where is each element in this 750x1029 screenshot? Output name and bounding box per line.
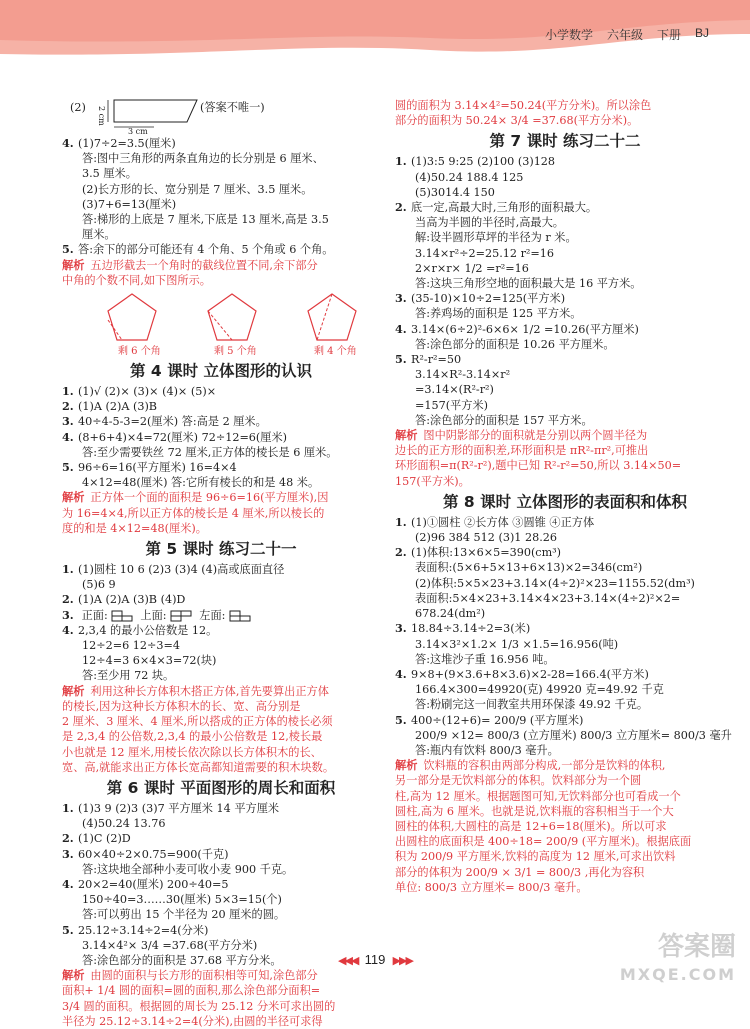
text-line: =157(平方米) bbox=[415, 398, 489, 412]
text-line: (1)圆柱 10 6 (2)3 (3)4 (4)高或底面直径 bbox=[78, 563, 285, 577]
text-line: 400÷(12+6)= 200/9 (平方厘米) bbox=[411, 713, 584, 727]
text-line: 25.12÷3.14÷2=4(分米) bbox=[78, 923, 209, 937]
header-grade: 六年级 bbox=[607, 28, 644, 42]
analysis-text: 利用这种长方体积木搭正方体,首先要算出正方体 bbox=[90, 684, 329, 698]
analysis-text: 由圆的面积与长方形的面积相等可知,涂色部分 bbox=[90, 969, 318, 983]
prev-arrows-icon: ◀◀◀ bbox=[338, 955, 358, 967]
text-line: (5)6 9 bbox=[82, 578, 116, 592]
header-subject: 小学数学 bbox=[545, 28, 594, 42]
text-line: (1)7÷2=3.5(厘米) bbox=[78, 137, 176, 150]
next-arrows-icon: ▶▶▶ bbox=[392, 955, 412, 967]
text-line: 厘米。 bbox=[82, 228, 116, 242]
header-info bbox=[545, 26, 750, 43]
text-line: 2×r×r× 1/2 =r²=16 bbox=[415, 261, 529, 275]
analysis-label: 解析 bbox=[62, 257, 85, 272]
section-title-6: 第 6 课时 平面图形的周长和面积 bbox=[106, 778, 336, 797]
dim-height: 2 cm bbox=[97, 106, 107, 126]
analysis-text: 五边形截去一个角时的截线位置不同,余下部分 bbox=[90, 258, 318, 272]
text-line: 答:养鸡场的面积是 125 平方米。 bbox=[415, 307, 582, 321]
text-line: 12÷4=3 6×4×3=72(块) bbox=[82, 654, 217, 668]
text-line: 底一定,高最大时,三角形的面积最大。 bbox=[411, 201, 598, 215]
text-line: 表面积:5×4×23+3.14×4×23+3.14×(4÷2)²×2= bbox=[415, 591, 681, 605]
analysis-text: 出圆柱的底面积是 400÷18= 200/9 (平方厘米)。根据底面 bbox=[395, 835, 692, 849]
text-line: 18.84÷3.14÷2=3(米) bbox=[411, 622, 531, 636]
text-line: 4×12=48(厘米) 答:它所有棱长的和是 48 米。 bbox=[82, 476, 320, 490]
text-line: (1)3:5 9:25 (2)100 (3)128 bbox=[411, 155, 556, 169]
text-line: (4)50.24 188.4 125 bbox=[415, 170, 524, 184]
text-line: 9×8+(9×3.6+8×3.6)×2-28=166.4(平方米) bbox=[411, 667, 649, 681]
q2-note: (答案不唯一) bbox=[200, 101, 265, 114]
analysis-text: 积为 200/9 平方厘米,饮料的高度为 12 厘米,可求出饮料 bbox=[395, 850, 676, 864]
analysis-label: 解析 bbox=[62, 968, 85, 983]
text-line: 60×40÷2×0.75=900(千克) bbox=[78, 847, 229, 861]
text-line: 40÷4-5-3=2(厘米) 答:高是 2 厘米。 bbox=[78, 415, 267, 429]
text-line: 166.4×300=49920(克) 49920 克=49.92 千克 bbox=[415, 683, 664, 697]
q2-label: (2) bbox=[70, 101, 86, 114]
dim-width: 3 cm bbox=[128, 127, 148, 136]
section-title-8: 第 8 课时 立体图形的表面积和体积 bbox=[443, 492, 687, 511]
analysis-text: 小也就是 12 厘米,用棱长依次除以长方体积木的长、 bbox=[62, 745, 322, 759]
analysis-text: 边长的正方形的面积差,环形面积是 πR²-πr²,可推出 bbox=[395, 444, 649, 458]
analysis-text: 另一部分是无饮料部分的体积。饮料部分为一个圆 bbox=[395, 774, 642, 788]
text-line: 2,3,4 的最小公倍数是 12。 bbox=[78, 623, 218, 637]
text-line: (2)长方形的长、宽分别是 7 厘米、3.5 厘米。 bbox=[82, 182, 313, 196]
pentagon-caption-1: 剩 6 个角 bbox=[118, 346, 161, 358]
front-view-icon bbox=[111, 610, 133, 622]
analysis-text: 中角的个数不同,如下图所示。 bbox=[62, 273, 211, 287]
text-line: 解:设半圆形草坪的半径为 r 米。 bbox=[415, 231, 577, 245]
analysis-text: 圆柱的体积,大圆柱的高是 12+6=18(厘米)。所以可求 bbox=[395, 819, 667, 833]
trapezoid-figure-row bbox=[62, 96, 380, 136]
text-line: 答:至少用 72 块。 bbox=[82, 669, 175, 683]
text-line: 答:这堆沙子重 16.956 吨。 bbox=[415, 652, 555, 666]
text-line: (1)C (2)D bbox=[78, 832, 131, 846]
text-line: (1)A (2)A (3)B (4)D bbox=[78, 593, 186, 607]
analysis-text: 部分的面积为 50.24× 3/4 =37.68(平方分米)。 bbox=[395, 114, 639, 128]
watermark-line1: 答案圈 bbox=[657, 932, 736, 962]
view-front-label: 正面: bbox=[81, 608, 108, 622]
text-line: 150÷40=3……30(厘米) 5×3=15(个) bbox=[82, 893, 282, 907]
analysis-label: 解析 bbox=[395, 758, 418, 773]
top-view-icon bbox=[170, 610, 192, 622]
pentagon-caption-3: 剩 4 个角 bbox=[314, 346, 357, 358]
text-line: 答:涂色部分的面积是 37.68 平方分米。 bbox=[82, 953, 282, 967]
text-line: 12÷2=6 12÷3=4 bbox=[82, 639, 180, 653]
header-volume: 下册 bbox=[657, 28, 682, 42]
analysis-text: 半径为 25.12÷3.14÷2=4(分米),由圆的半径可求得 bbox=[62, 1014, 323, 1028]
text-line: 答:涂色部分的面积是 157 平方米。 bbox=[415, 413, 593, 427]
text-line: 3.14×(6÷2)²-6×6× 1/2 =10.26(平方厘米) bbox=[411, 322, 639, 336]
text-line: 3.5 厘米。 bbox=[82, 167, 137, 181]
text-line: 答:这块三角形空地的面积最大是 16 平方米。 bbox=[415, 277, 642, 291]
view-left-label: 左面: bbox=[199, 608, 226, 622]
text-line: (35-10)×10÷2=125(平方米) bbox=[411, 292, 566, 306]
watermark-logo bbox=[620, 933, 736, 989]
text-line: (2)体积:5×5×23+3.14×(4÷2)²×23=1155.52(dm³) bbox=[415, 576, 695, 590]
pentagon-figures bbox=[62, 288, 380, 358]
analysis-text: 单位: 800/3 立方厘米= 800/3 毫升。 bbox=[395, 880, 588, 894]
text-line: (8+6+4)×4=72(厘米) 72÷12=6(厘米) bbox=[78, 430, 288, 444]
text-line: 3.14×r²÷2=25.12 r²=16 bbox=[415, 246, 555, 260]
page-header bbox=[0, 0, 750, 62]
analysis-text: 饮料瓶的容积由两部分构成,一部分是饮料的体积, bbox=[423, 759, 666, 773]
text-line: (1)√ (2)× (3)× (4)× (5)× bbox=[78, 385, 217, 399]
text-line: 答:粉刷完这一间教室共用环保漆 49.92 千克。 bbox=[415, 698, 649, 712]
text-line: 答:涂色部分的面积是 10.26 平方厘米。 bbox=[415, 337, 615, 351]
text-line: 3.14×R²-3.14×r² bbox=[415, 368, 511, 382]
text-line: 答:图中三角形的两条直角边的长分别是 6 厘米、 bbox=[82, 152, 324, 166]
page-number: 119 bbox=[364, 952, 386, 967]
analysis-text: 度的和是 4×12=48(厘米)。 bbox=[62, 521, 207, 535]
section-title-7: 第 7 课时 练习二十二 bbox=[489, 132, 641, 151]
text-line: 3.14×4²× 3/4 =37.68(平方分米) bbox=[82, 938, 258, 952]
text-line: (1)体积:13×6×5=390(cm³) bbox=[411, 546, 562, 560]
text-line: (1)①圆柱 ②长方体 ③圆锥 ④正方体 bbox=[411, 515, 595, 529]
analysis-label: 解析 bbox=[62, 683, 85, 698]
text-line: (2)96 384 512 (3)1 28.26 bbox=[415, 531, 558, 545]
text-line: 3.14×3²×1.2× 1/3 ×1.5=16.956(吨) bbox=[415, 637, 619, 651]
text-line: R²-r²=50 bbox=[411, 353, 462, 367]
text-line: (5)3014.4 150 bbox=[415, 185, 495, 199]
analysis-text: 的棱长,因为这种长方体积木的长、宽、高分别是 bbox=[62, 699, 301, 713]
text-line: (1)A (2)A (3)B bbox=[78, 400, 158, 414]
analysis-text: 3/4 圆的面积。根据圆的周长为 25.12 分米可求出圆的 bbox=[62, 999, 336, 1013]
text-line: 答:至少需要铁丝 72 厘米,正方体的棱长是 6 厘米。 bbox=[82, 445, 338, 459]
text-line: 20×2=40(厘米) 200÷40=5 bbox=[78, 877, 229, 891]
analysis-text: 柱,高为 12 厘米。根据题图可知,无饮料部分也可看成一个 bbox=[395, 789, 681, 803]
view-top-label: 上面: bbox=[140, 608, 167, 622]
analysis-text: 是 2,3,4 的公倍数,2,3,4 的最小公倍数是 12,棱长最 bbox=[62, 730, 323, 744]
analysis-text: 图中阴影部分的面积就是分别以两个圆半径为 bbox=[423, 429, 648, 443]
text-line: 答:这块地全部种小麦可收小麦 900 千克。 bbox=[82, 862, 294, 876]
analysis-text: 部分的体积为 200/9 × 3/1 = 800/3 ,再化为容积 bbox=[395, 865, 645, 879]
text-line: (4)50.24 13.76 bbox=[82, 817, 166, 831]
section-title-5: 第 5 课时 练习二十一 bbox=[145, 540, 297, 559]
analysis-text: 宽、高,就能求出正方体长宽高都知道需要的积木块数。 bbox=[62, 760, 335, 774]
analysis-label: 解析 bbox=[395, 428, 418, 443]
text-line: 答:瓶内有饮料 800/3 毫升。 bbox=[415, 743, 559, 757]
analysis-label: 解析 bbox=[62, 490, 85, 505]
text-line: 表面积:(5×6+5×13+6×13)×2=346(cm²) bbox=[415, 561, 643, 575]
text-line: 答:梯形的上底是 7 厘米,下底是 13 厘米,高是 3.5 bbox=[82, 213, 329, 227]
pentagon-caption-2: 剩 5 个角 bbox=[214, 346, 257, 358]
right-column: 圆的面积为 3.14×4²=50.24(平方分米)。所以涂色 部分的面积为 50.24× 3/4 =37.68(平方分米)。 第 7 课时 练习二十二 1. (1)3:5 9:25 (2)100 (3)128 (4)50.24 188.4 125 (5)3014.4 150 2. 底一定,高最大时,三角形的面积最大。 当高为半圆的半径时,高最大。 解:设半圆形草坪的半径为 r 米。 3.14×r²÷2=25.12 r²=16 2×r×r× 1/2 =r²=16 答:这块三角形空地的面积最大是 16 平方米。 3. (35-10)×10÷2=125(平方米) 答:养鸡场的面积是 125 平方米。 4. 3.14×(6÷2)²-6×6× 1/2 =10.26(平方厘米) 答:涂色部分的面积是 10.26 平方厘米。 5. R²-r²=50 3.14×R²-3.14×r² =3.14×(R²-r²) =157(平方米) 答:涂色部分的面积是 157 平方米。 解析 图中阴影部分的面积就是分别以两个圆半径为 边长的正方形的面积差,环形面积是 πR²-πr²,可推出 环形面积=π(R²-r²),题中已知 R²-r²=50,所以 3.14×50= 157(平方米)。 第 8 课时 立体图形的表面积和体积 1. (1)①圆柱 ②长方体 ③圆锥 ④正方体 (2)96 384 512 (3)1 28.26 2. (1)体积:13×6×5=390(cm³) 表面积:(5×6+5×13+6×13)×2=346(cm²) (2)体积:5×5×23+3.14×(4÷2)²×23=1155.52(dm³) 表面积:5×4×23+3.14×4×23+3.14×(4÷2)²×2= 678.24(dm²) 3. 18.84÷3.14÷2=3(米) 3.14×3²×1.2× 1/3 ×1.5=16.956(吨) 答:这堆沙子重 16.956 吨。 4. 9×8+(9×3.6+8×3.6)×2-28=166.4(平方米) 166.4×300=49920(克) 49920 克=49.92 千克 答:粉刷完这一间教室共用环保漆 49.92 千克。 5. 400÷(12+6)= 200/9 (平方厘米) 200/9 ×12= 800/3 (立方厘米) 800/3 立方厘米= 800/3 毫升 答:瓶内有饮料 800/3 毫升。 解析 饮料瓶的容积由两部分构成,一部分是饮料的体积, 另一部分是无饮料部分的体积。饮料部分为一个圆 柱,高为 12 厘米。根据题图可知,无饮料部分也可看成一个 圆柱,高为 6 厘米。也就是说,饮料瓶的容积相当于一个大 圆柱的体积,大圆柱的高是 12+6=18(厘米)。所以可求 出圆柱的底面积是 400÷18= 200/9 (平方厘米)。根据底面 积为 200/9 平方厘米,饮料的高度为 12 厘米,可求出饮料 部分的体积为 200/9 × 3/1 = 800/3 ,再化为容积 单位: 800/3 立方厘米= 800/3 毫升。 bbox=[395, 98, 735, 895]
text-line: 答:余下的部分可能还有 4 个角、5 个角或 6 个角。 bbox=[78, 243, 334, 257]
left-view-icon bbox=[229, 610, 251, 622]
text-line: 96÷6=16(平方厘米) 16=4×4 bbox=[78, 461, 237, 475]
watermark-line2: MXQE.COM bbox=[619, 965, 736, 984]
left-column: (2) 2 cm 3 cm (答案不唯一) 4. (1)7÷2=3.5(厘米) 答:图中三角形的两条直角边的长分别是 6 厘米、 3.5 厘米。 (2)长方形的长、宽分别是 7 厘米、3.5 厘米。 (3)7+6=13(厘米) 答:梯形的上底是 7 厘米,下底是 13 厘米,高是 3.5 厘米。 5. 答:余下的部分可能还有 4 个角、5 个角或 6 个角。 解析 五边形截去一个角时的截线位置不同,余下部分 中角的个数不同,如下图所示。 剩 6 个角 剩 5 个角 剩 4 个角 第 4 课时 立体图形的认识 1. (1)√ (2)× (3)× (4)× (5)× 2. (1)A (2)A (3)B 3. 40÷4-5-3=2(厘米) 答:高是 2 厘米。 4. (8+6+4)×4=72(厘米) 72÷12=6(厘米) 答:至少需要铁丝 72 厘米,正方体的棱长是 6 厘米。 5. 96÷6=16(平方厘米) 16=4×4 4×12=48(厘米) 答:它所有棱长的和是 48 米。 解析 正方体一个面的面积是 96÷6=16(平方厘米),因 为 16=4×4,所以正方体的棱长是 4 厘米,所以棱长的 度的和是 4×12=48(厘米)。 第 5 课时 练习二十一 1. (1)圆柱 10 6 (2)3 (3)4 (4)高或底面直径 (5)6 9 2. (1)A (2)A (3)B (4)D 3. 正面: 上面: 左面: 4. 2,3,4 的最小公倍数是 12。 12÷2=6 12÷3=4 12÷4=3 6×4×3=72(块) 答:至少用 72 块。 解析 利用这种长方体积木搭正方体,首先要算出正方体 的棱长,因为这种长方体积木的长、宽、高分别是 2 厘米、3 厘米、4 厘米,所以搭成的正方体的棱长必须 是 2,3,4 的公倍数,2,3,4 的最小公倍数是 12,棱长最 小也就是 12 厘米,用棱长依次除以长方体积木的长、 宽、高,就能求出正方体长宽高都知道需要的积木块数。 第 6 课时 平面图形的周长和面积 1. (1)3 9 (2)3 (3)7 平方厘米 14 平方厘米 (4)50.24 13.76 2. (1)C (2)D 3. 60×40÷2×0.75=900(千克) 答:这块地全部种小麦可收小麦 900 千克。 4. 20×2=40(厘米) 200÷40=5 150÷40=3……30(厘米) 5×3=15(个) 答:可以剪出 15 个半径为 20 厘米的圆。 5. 25.12÷3.14÷2=4(分米) 3.14×4²× 3/4 =37.68(平方分米) 答:涂色部分的面积是 37.68 平方分米。 解析 由圆的面积与长方形的面积相等可知,涂色部分 面积+ 1/4 圆的面积=圆的面积,那么涂色部分面积= 3/4 圆的面积。根据圆的周长为 25.12 分米可求出圆的 半径为 25.12÷3.14÷2=4(分米),由圆的半径可求得 bbox=[62, 96, 380, 1029]
text-line: 当高为半圆的半径时,高最大。 bbox=[415, 216, 564, 230]
analysis-text: 正方体一个面的面积是 96÷6=16(平方厘米),因 bbox=[90, 491, 329, 505]
pentagon-drawings bbox=[102, 290, 382, 346]
analysis-text: 157(平方米)。 bbox=[395, 474, 470, 488]
analysis-text: 圆柱,高为 6 厘米。也就是说,饮料瓶的容积相当于一个大 bbox=[395, 804, 674, 818]
analysis-text: 圆的面积为 3.14×4²=50.24(平方分米)。所以涂色 bbox=[395, 99, 652, 112]
section-title-4: 第 4 课时 立体图形的认识 bbox=[130, 362, 312, 381]
text-line: (1)3 9 (2)3 (3)7 平方厘米 14 平方厘米 bbox=[78, 801, 280, 815]
analysis-text: 为 16=4×4,所以正方体的棱长是 4 厘米,所以棱长的 bbox=[62, 506, 325, 520]
header-edition: BJ bbox=[695, 26, 710, 40]
analysis-text: 环形面积=π(R²-r²),题中已知 R²-r²=50,所以 3.14×50= bbox=[395, 459, 682, 473]
analysis-text: 面积+ 1/4 圆的面积=圆的面积,那么涂色部分面积= bbox=[62, 984, 321, 998]
text-line: 200/9 ×12= 800/3 (立方厘米) 800/3 立方厘米= 800/3 毫升 bbox=[415, 728, 732, 742]
text-line: =3.14×(R²-r²) bbox=[415, 383, 494, 397]
text-line: 678.24(dm²) bbox=[415, 607, 486, 621]
analysis-text: 2 厘米、3 厘米、4 厘米,所以搭成的正方体的棱长必须 bbox=[62, 715, 333, 729]
text-line: 答:可以剪出 15 个半径为 20 厘米的圆。 bbox=[82, 908, 286, 922]
text-line: (3)7+6=13(厘米) bbox=[82, 197, 177, 211]
